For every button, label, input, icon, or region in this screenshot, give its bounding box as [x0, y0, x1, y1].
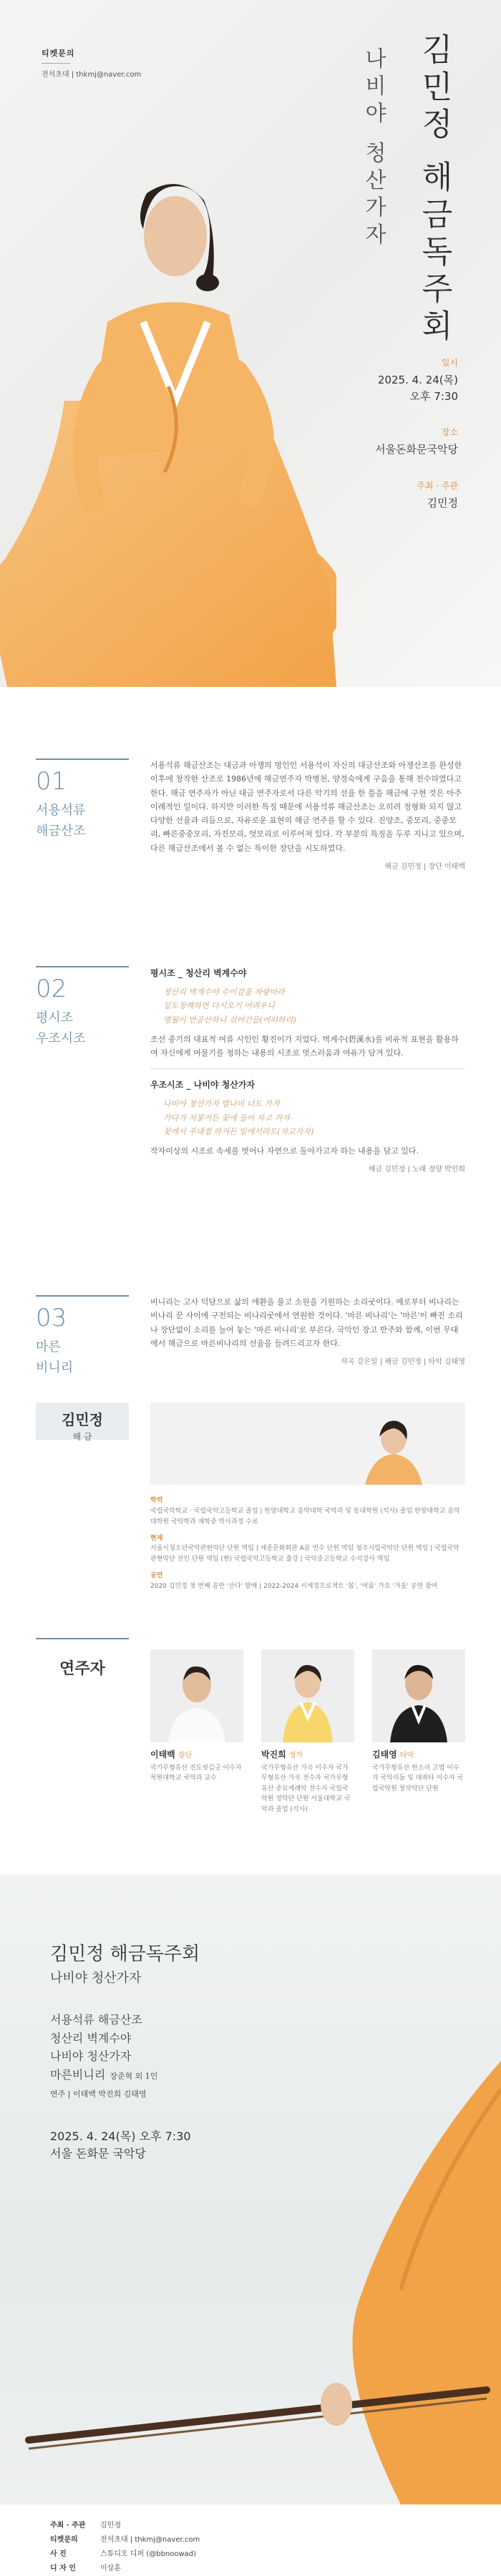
section-title-1: 서용석류 — [36, 803, 86, 818]
accompanist-desc: 국가무형유산 한소리 고법 이수자 국악리듬 및 대취타 이수자 국립국악원 창작악단 단원 — [372, 1765, 464, 1792]
program-item: 나비야 청산가자 — [50, 2049, 132, 2064]
edu-text: 국립국악학교 · 국립국악고등학교 졸업 | 한양대학교 음악대학 국악과 및 동대학원 (석사) 졸업 한양대학교 음악대학원 국악학과 재학중 박사과정 수료 — [150, 1507, 460, 1526]
poem-line: 명월이 만공산하니 쉬어간들(어떠하리) — [163, 1015, 296, 1025]
section-line — [36, 1638, 129, 1639]
section-title-1: 마른 — [36, 1340, 61, 1355]
section-line — [36, 758, 129, 760]
section-heading — [36, 758, 136, 839]
accompanist-desc: 국가무형유산 진도씻김굿 이수자 목원대학교 국악과 교수 — [150, 1765, 242, 1782]
footer-value: 이상훈 — [100, 2565, 121, 2572]
section-credit: 작곡 강은일 | 해금 김민정 | 타악 김태영 — [341, 1358, 465, 1366]
poem-line: 청산리 벽계수야 수이감을 자랑마라 — [163, 987, 285, 997]
footer-row — [50, 2533, 200, 2547]
venue-value: 서울돈화문국악당 — [375, 443, 458, 456]
section-title-1: 평시조 — [36, 1010, 74, 1025]
hero-info — [375, 356, 458, 532]
program-guest: 장준혁 외 1인 — [110, 2071, 158, 2081]
accompanist-name — [372, 1748, 465, 1760]
poster-title: 김민정 해금독주회 — [50, 1943, 200, 1965]
career-text: 서울시청소년국악관현악단 단원 역임 | 세종문화회관 A분 연수 단원 역임 청주시립국악단 단원 역임 | 국립국악관현악단 전인 단원 역임 (현) 국립국악고등학교 출강 | 국악중고등학교 수석강사 역임 — [150, 1545, 459, 1563]
accompanist-card — [150, 1649, 243, 1784]
section-heading — [36, 1295, 136, 1376]
performer-bio — [150, 1496, 465, 1592]
accompanist-name — [150, 1748, 243, 1760]
section-body — [150, 1295, 465, 1369]
section-01 — [36, 758, 465, 902]
footer-key: 디 자 인 — [50, 2565, 76, 2572]
footer-key: 사 진 — [50, 2550, 67, 2558]
brand-divider — [42, 63, 70, 64]
divider — [150, 1068, 465, 1069]
accompanist-portrait — [150, 1649, 243, 1742]
accompanist-card — [372, 1649, 465, 1794]
accompanist-card — [261, 1649, 354, 1815]
accompanist-name — [261, 1748, 354, 1760]
footer-row — [50, 2547, 200, 2562]
accompanists-title: 연주자 — [59, 1660, 105, 1678]
poster-date: 2025. 4. 24(목) 오후 7:30 — [50, 2129, 191, 2143]
poem-2 — [163, 1097, 465, 1138]
footer-key: 주최 · 주관 — [50, 2522, 86, 2529]
section-title-2: 비니리 — [36, 1360, 74, 1375]
accompanist-photo — [150, 1649, 243, 1742]
poster-date-block — [50, 2128, 191, 2162]
footer-value: 김민정 — [100, 2522, 121, 2529]
poster-venue: 서울 돈화문 국악당 — [50, 2147, 146, 2160]
section-03 — [36, 1295, 465, 1395]
footer-row — [50, 2519, 200, 2533]
performer-portrait — [150, 1402, 465, 1485]
poem-line: 꽃에서 푸대접 하거든 잎에서라도(자고가자) — [163, 1126, 314, 1136]
time-value: 오후 7:30 — [409, 389, 458, 403]
section-credit: 해금 김민정 | 노래 정양 박민희 — [368, 1166, 465, 1174]
accompanist-photo — [372, 1649, 465, 1742]
career-title: 현재 — [150, 1534, 163, 1542]
date-block — [375, 372, 458, 404]
poem-desc-2: 작자미상의 시조로 속세를 벗어나 자연으로 돌아가고자 하는 내용을 담고 있다. — [150, 1146, 419, 1156]
footer-rows — [50, 2519, 200, 2576]
section-02 — [36, 966, 465, 1259]
program-item: 청산리 벽계수야 — [50, 2031, 132, 2045]
brand-email: thkmj@naver.com — [76, 71, 142, 79]
accompanist-desc: 국가무형유산 가곡 이수자 국가무형유산 가곡 전수자 국가무형유산 종묘제례악 전수자 국립국악원 정악단 단원 서울대학교 국악과 졸업 (석사) — [261, 1765, 351, 1813]
poem-line: 일도창해하면 다시오기 어려우니 — [163, 1001, 275, 1011]
performer-role: 해 금 — [72, 1432, 92, 1442]
poster — [0, 1875, 501, 2504]
section-number: 02 — [36, 975, 67, 1003]
date-value: 2025. 4. 24(목) — [377, 374, 458, 386]
poem-line: 나비야 청산가자 범나비 너도 가자 — [163, 1099, 280, 1109]
host-label: 주최 · 주관 — [417, 480, 458, 491]
section-body — [150, 966, 465, 1176]
accompanist-portrait — [372, 1649, 465, 1742]
accompanist-role: 정가 — [288, 1752, 303, 1760]
accompanist-name-text: 이태백 — [150, 1750, 175, 1760]
poem-line: 가다가 저물거든 꽃에 들어 자고 가자 — [163, 1113, 290, 1123]
performer-illustration — [0, 0, 336, 687]
accompanist-photo — [261, 1649, 354, 1742]
performer-name-box — [36, 1402, 129, 1440]
hero-brand — [42, 47, 141, 79]
section-number: 01 — [36, 767, 67, 796]
performer-photo — [150, 1402, 465, 1485]
poster-program — [50, 2011, 157, 2084]
award-title: 공연 — [150, 1572, 163, 1580]
footer-key: 티켓문의 — [50, 2536, 78, 2544]
poster-cast: 연주 | 이태백 박진희 김태영 — [50, 2089, 147, 2099]
host-value: 김민정 — [427, 496, 458, 509]
hero-title: 김민정 해금독주회 — [416, 33, 452, 346]
section-text: 비니리는 고사 덕담으로 삶의 애환을 풀고 소원을 기원하는 소리굿이다. 예로부터 비나리는 비나리 꾼 사이에 구전되는 비나리굿에서 연원한 것이다. '마른 비나리'는 '마른'이 빠진 소리나 장단없이 소리를 늘어 놓는 '마른 비니리'로 부른다. 국악인 장고 반주와 함께, 이번 무대에서 해금으로 마른비나리의 선율을 들려드리고자 한다. — [150, 1297, 463, 1348]
section-number: 03 — [36, 1304, 67, 1332]
accompanist-portrait — [261, 1649, 354, 1742]
accompanist-name-text: 김태영 — [372, 1750, 397, 1760]
date-label: 일시 — [441, 358, 458, 368]
section-line — [36, 966, 129, 967]
footer-value: 전석초대 | thkmj@naver.com — [100, 2536, 200, 2544]
footer-value: 스튜디오 디퍼 (@bbnoowad) — [100, 2550, 197, 2558]
venue-label: 장소 — [441, 427, 458, 437]
poster-subtitle: 나비야 청산가자 — [50, 1971, 142, 1986]
program-item — [50, 2066, 157, 2084]
section-heading — [36, 966, 136, 1047]
award-text: 2020 김민정 첫 번째 음반 '산다' 발매 | 2022-2024 서계정프로젝트 '봄', '여름' 가요 '겨울' 공연 참여 — [150, 1582, 438, 1590]
brand-org: 전석초대 — [42, 71, 69, 79]
accompanist-role: 장단 — [177, 1752, 193, 1760]
section-text: 서용석류 해금산조는 대금과 아쟁의 명인인 서용석이 자신의 대금산조와 아쟁산조를 완성한 이후에 창작한 산조로 1986년에 해금연주자 박병천, 양경숙에게 구음을 통해 전수하였다고 한다. 해금 연주자가 아닌 대금 연주자로서 다른 악기의 선율 한 틀을 해금에 구현 것은 아주 이례적인 일이다. 하지만 이러한 특징 때문에 서용석류 해금산조는 오히려 정형화 되지 않고 다양한 선율과 리듬으로, 자유로운 표현의 해금 연주를 할 수 있다. 진양조, 중모리, 중중모리, 빠른중중모리, 자진모리, 엇모리로 이루어져 있다. 각 부분의 특징을 두루 지니고 있으며, 다른 해금산조에서 볼 수 없는 특이한 장단을 시도하였다. — [150, 761, 464, 853]
section-credit: 해금 김민정 | 장단 이태백 — [384, 862, 465, 871]
brand-contact — [42, 68, 141, 79]
program-item-title: 마른비니리 — [50, 2067, 106, 2082]
hero-subtitle: 나비야 청산가자 — [361, 47, 386, 250]
poem-1 — [163, 985, 465, 1027]
poem-title-1: 평시조 _ 청산리 벽계수야 — [150, 968, 247, 978]
brand-sep: | — [71, 71, 77, 79]
edu-title: 학력 — [150, 1497, 163, 1504]
section-line — [36, 1295, 129, 1297]
poem-desc-1: 조선 중기의 대표적 여류 시인인 황진이가 지었다. 벽계수(碧溪水)를 비유적 표현을 활용하여 자신에게 머물기를 청하는 내용의 시조로 멋스러움과 여유가 담겨 있다. — [150, 1034, 459, 1058]
accompanist-role: 타악 — [399, 1752, 414, 1760]
footer — [0, 2504, 501, 2576]
section-title-2: 우조시조 — [36, 1031, 86, 1046]
brand-name: 티켓문의 — [42, 49, 75, 58]
hero — [0, 0, 501, 687]
poem-title-2: 우조시조 _ 나비야 청산가자 — [150, 1080, 256, 1091]
program-item: 서용석류 해금산조 — [50, 2013, 142, 2026]
accompanist-name-text: 박진희 — [261, 1750, 286, 1760]
section-body — [150, 758, 465, 873]
section-title-2: 해금산조 — [36, 824, 86, 839]
performer-name: 김민정 — [62, 1411, 103, 1428]
footer-row — [50, 2562, 200, 2576]
